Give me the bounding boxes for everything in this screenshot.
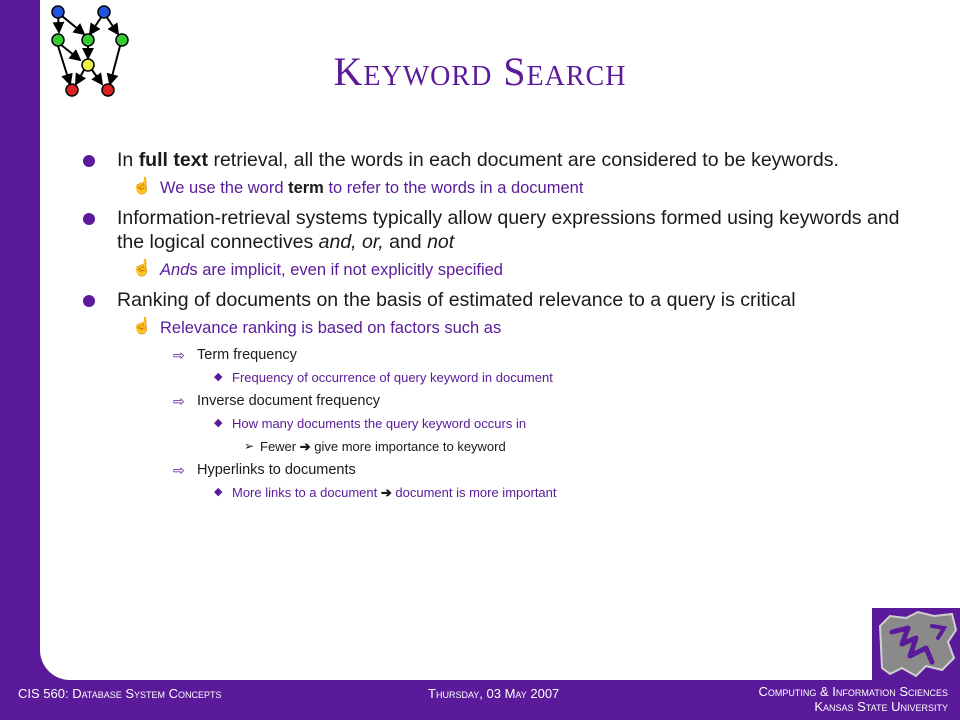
text-segment: document is more important [391, 485, 557, 500]
text-segment: Fewer [260, 439, 300, 454]
subbullet-relevance [80, 318, 900, 338]
bullet-ir-systems [80, 206, 900, 254]
diamond-icon: ◆ [214, 371, 223, 383]
italic-term: and, or, [318, 231, 384, 253]
bullet-ranking [80, 288, 900, 312]
bullet-dot [83, 155, 95, 167]
factor-idf [80, 392, 900, 410]
subbullet-ands [80, 260, 900, 280]
italic-term: not [427, 231, 455, 253]
text-segment: Term frequency [197, 347, 297, 363]
text-segment: We use the word [160, 179, 289, 197]
text-segment: In [117, 149, 139, 171]
bullet-full-text [80, 148, 900, 172]
detail-term-frequency [80, 369, 900, 386]
wildcat-logo [872, 608, 960, 680]
diamond-icon: ◆ [214, 417, 223, 429]
frame-left-band [0, 0, 40, 720]
outline-arrow-icon: ⇨ [173, 462, 185, 478]
diamond-icon: ◆ [214, 486, 223, 498]
hand-pointer-icon: ☝ [132, 260, 152, 277]
hand-pointer-icon: ☝ [132, 178, 152, 195]
slide-content [80, 148, 900, 507]
italic-term: And [160, 261, 190, 279]
bold-arrow-icon: ➔ [299, 439, 311, 454]
factor-term-frequency [80, 346, 900, 364]
text-segment: Hyperlinks to documents [197, 462, 356, 478]
bullet-dot [83, 213, 95, 225]
footer-university: Kansas State University [814, 699, 948, 714]
text-segment: and [383, 231, 428, 253]
factor-hyperlinks [80, 461, 900, 479]
subbullet-term [80, 178, 900, 198]
text-segment: Relevance ranking is based on factors such as [160, 319, 502, 337]
slide-title: Keyword Search [333, 49, 627, 94]
footer-institution [758, 684, 948, 714]
text-segment: Information-retrieval systems typically allow query expressions formed using keywords and the logical connectives [117, 207, 900, 253]
text-segment: More links to a document [232, 485, 381, 500]
footer-department: Computing & Information Sciences [758, 684, 948, 699]
text-segment: retrieval, all the words in each document are considered to be keywords. [208, 149, 839, 171]
outline-arrow-icon: ⇨ [173, 347, 185, 363]
bold-arrow-icon: ➔ [380, 485, 392, 500]
footer-course: CIS 560: Database System Concepts [18, 686, 222, 701]
detail-hyperlinks [80, 484, 900, 501]
detail-fewer [80, 438, 900, 455]
hand-pointer-icon: ☝ [132, 318, 152, 335]
text-segment: s are implicit, even if not explicitly specified [189, 261, 503, 279]
frame-corner-curve [40, 620, 100, 680]
text-segment: How many documents the query keyword occurs in [232, 416, 527, 431]
text-segment: give more importance to keyword [310, 439, 506, 454]
outline-arrow-icon: ⇨ [173, 393, 185, 409]
bullet-dot [83, 295, 95, 307]
bold-term: full text [138, 149, 209, 171]
detail-idf [80, 415, 900, 432]
text-segment: Ranking of documents on the basis of estimated relevance to a query is critical [117, 289, 796, 311]
text-segment: Inverse document frequency [197, 393, 380, 409]
text-segment: to refer to the words in a document [323, 179, 584, 197]
footer-date: Thursday, 03 May 2007 [428, 686, 560, 701]
graph-logo [44, 4, 136, 100]
chevron-arrow-icon: ➢ [244, 439, 255, 453]
bold-term: term [288, 179, 324, 197]
text-segment: Frequency of occurrence of query keyword in document [232, 370, 553, 385]
